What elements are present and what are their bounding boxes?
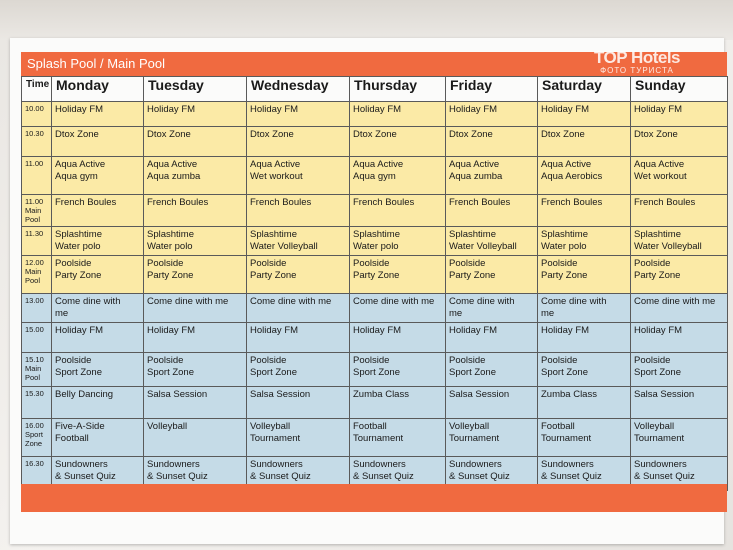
activity-cell bbox=[446, 353, 538, 387]
activity-cell bbox=[247, 323, 350, 353]
activity-line: Sundowners bbox=[634, 459, 687, 470]
activity-line: Holiday FM bbox=[147, 325, 196, 336]
activity-cell bbox=[144, 127, 247, 157]
activity-line: Holiday FM bbox=[634, 104, 683, 115]
activity-line: Party Zone bbox=[449, 270, 496, 281]
time-cell-line: 10.00 bbox=[25, 104, 44, 113]
activity-line: Volleyball bbox=[250, 421, 291, 432]
activity-line: & Sunset Quiz bbox=[449, 471, 510, 482]
time-cell-line: 11.30 bbox=[25, 229, 44, 238]
activity-cell bbox=[52, 195, 144, 227]
activity-line: Poolside bbox=[634, 355, 671, 366]
activity-line: Salsa Session bbox=[634, 389, 695, 400]
activity-line: Holiday FM bbox=[449, 104, 498, 115]
activity-cell bbox=[52, 227, 144, 256]
activity-line: Dtox Zone bbox=[353, 129, 397, 140]
activity-cell bbox=[144, 387, 247, 419]
activity-cell bbox=[446, 102, 538, 127]
activity-cell bbox=[144, 353, 247, 387]
activity-cell bbox=[631, 195, 728, 227]
schedule-row bbox=[22, 227, 728, 256]
activity-cell bbox=[247, 157, 350, 195]
day-header-tuesday: Tuesday bbox=[144, 77, 247, 102]
activity-line: Sundowners bbox=[541, 459, 594, 470]
activity-line: Splashtime bbox=[250, 229, 297, 240]
activity-cell bbox=[144, 256, 247, 294]
activity-cell bbox=[538, 387, 631, 419]
activity-line: Sport Zone bbox=[55, 367, 102, 378]
activity-cell bbox=[631, 419, 728, 457]
time-cell-line: 10.30 bbox=[25, 129, 44, 138]
activity-line: & Sunset Quiz bbox=[147, 471, 208, 482]
time-cell bbox=[22, 227, 52, 256]
schedule-row bbox=[22, 323, 728, 353]
activity-line: Holiday FM bbox=[634, 325, 683, 336]
activity-cell bbox=[52, 353, 144, 387]
activity-line: Tournament bbox=[634, 433, 685, 444]
activity-line: French Boules bbox=[634, 197, 696, 208]
activity-line: French Boules bbox=[541, 197, 603, 208]
time-cell-line: Pool bbox=[25, 215, 41, 224]
schedule-sheet bbox=[10, 38, 724, 544]
activity-cell bbox=[350, 323, 446, 353]
time-cell bbox=[22, 353, 52, 387]
activity-cell bbox=[52, 102, 144, 127]
time-cell-line: Main bbox=[25, 267, 42, 276]
activity-line: Water polo bbox=[147, 241, 193, 252]
activity-cell bbox=[144, 102, 247, 127]
activity-line: French Boules bbox=[449, 197, 511, 208]
time-cell bbox=[22, 419, 52, 457]
time-cell-line: Zone bbox=[25, 439, 43, 448]
schedule-row bbox=[22, 353, 728, 387]
time-cell-line: 16.30 bbox=[25, 459, 44, 468]
activity-line: Poolside bbox=[250, 355, 287, 366]
activity-line: Sundowners bbox=[55, 459, 108, 470]
activity-line: Come dine with me bbox=[147, 296, 229, 307]
activity-cell bbox=[144, 323, 247, 353]
activity-cell bbox=[446, 195, 538, 227]
activity-line: Poolside bbox=[353, 258, 390, 269]
activity-line: & Sunset Quiz bbox=[55, 471, 116, 482]
activity-cell bbox=[144, 419, 247, 457]
activity-line: Party Zone bbox=[353, 270, 400, 281]
title-bar bbox=[21, 48, 727, 76]
schedule-row bbox=[22, 157, 728, 195]
activity-line: & Sunset Quiz bbox=[250, 471, 311, 482]
activity-line: French Boules bbox=[55, 197, 117, 208]
activity-cell bbox=[247, 387, 350, 419]
activity-line: & Sunset Quiz bbox=[353, 471, 414, 482]
activity-cell bbox=[446, 227, 538, 256]
activity-line: Tournament bbox=[353, 433, 404, 444]
activity-line: Zumba Class bbox=[353, 389, 409, 400]
time-cell bbox=[22, 157, 52, 195]
time-cell-line: 15.10 bbox=[25, 355, 44, 364]
activity-cell bbox=[247, 195, 350, 227]
activity-line: Aqua zumba bbox=[449, 171, 503, 182]
schedule-sheet-inner bbox=[21, 48, 727, 512]
schedule-row bbox=[22, 102, 728, 127]
activity-line: Tournament bbox=[449, 433, 500, 444]
activity-cell bbox=[52, 157, 144, 195]
activity-cell bbox=[538, 157, 631, 195]
activity-cell bbox=[631, 353, 728, 387]
activity-line: Holiday FM bbox=[250, 104, 299, 115]
time-cell-line: 11.00 bbox=[25, 159, 44, 168]
activity-line: Aqua Active bbox=[147, 159, 198, 170]
activity-line: Poolside bbox=[634, 258, 671, 269]
activity-cell bbox=[446, 256, 538, 294]
time-cell bbox=[22, 323, 52, 353]
time-cell-line: 11.00 bbox=[25, 197, 44, 206]
activity-line: Dtox Zone bbox=[449, 129, 493, 140]
activity-cell bbox=[52, 387, 144, 419]
activity-line: Aqua Active bbox=[353, 159, 404, 170]
day-header-saturday: Saturday bbox=[538, 77, 631, 102]
activity-line: Wet workout bbox=[250, 171, 303, 182]
schedule-row bbox=[22, 256, 728, 294]
time-cell-line: 15.30 bbox=[25, 389, 44, 398]
activity-line: Volleyball bbox=[634, 421, 675, 432]
activity-line: Football bbox=[353, 421, 387, 432]
time-cell-line: Pool bbox=[25, 276, 41, 285]
activity-line: Volleyball bbox=[449, 421, 490, 432]
activity-line: Aqua Active bbox=[55, 159, 106, 170]
activity-line: Party Zone bbox=[55, 270, 102, 281]
activity-line: Aqua gym bbox=[55, 171, 98, 182]
schedule-body bbox=[22, 102, 728, 491]
activity-cell bbox=[538, 419, 631, 457]
activity-cell bbox=[350, 157, 446, 195]
activity-line: Come dine with me bbox=[250, 296, 332, 307]
schedule-table bbox=[21, 76, 728, 491]
activity-line: Dtox Zone bbox=[541, 129, 585, 140]
activity-line: Football bbox=[55, 433, 89, 444]
activity-cell bbox=[247, 227, 350, 256]
day-header-friday: Friday bbox=[446, 77, 538, 102]
activity-cell bbox=[631, 387, 728, 419]
activity-line: me bbox=[449, 308, 463, 319]
activity-line: Dtox Zone bbox=[250, 129, 294, 140]
day-header-monday: Monday bbox=[52, 77, 144, 102]
activity-cell bbox=[631, 294, 728, 323]
activity-line: Sport Zone bbox=[353, 367, 400, 378]
activity-cell bbox=[538, 256, 631, 294]
activity-line: Aqua Aerobics bbox=[541, 171, 603, 182]
time-cell bbox=[22, 256, 52, 294]
activity-line: Dtox Zone bbox=[55, 129, 99, 140]
activity-line: Splashtime bbox=[55, 229, 102, 240]
schedule-row bbox=[22, 127, 728, 157]
activity-line: Sundowners bbox=[250, 459, 303, 470]
time-cell bbox=[22, 387, 52, 419]
time-cell bbox=[22, 294, 52, 323]
time-cell-line: Pool bbox=[25, 373, 41, 382]
activity-line: Holiday FM bbox=[541, 104, 590, 115]
activity-line: French Boules bbox=[250, 197, 312, 208]
activity-line: Holiday FM bbox=[55, 104, 104, 115]
activity-cell bbox=[538, 227, 631, 256]
schedule-row bbox=[22, 387, 728, 419]
activity-cell bbox=[446, 323, 538, 353]
activity-cell bbox=[538, 353, 631, 387]
header-row bbox=[22, 77, 728, 102]
activity-line: Splashtime bbox=[147, 229, 194, 240]
activity-cell bbox=[631, 227, 728, 256]
footer-bar bbox=[21, 484, 727, 512]
activity-line: Poolside bbox=[353, 355, 390, 366]
activity-line: Poolside bbox=[250, 258, 287, 269]
activity-cell bbox=[446, 419, 538, 457]
time-cell-line: Main bbox=[25, 206, 42, 215]
activity-cell bbox=[247, 256, 350, 294]
activity-line: Sport Zone bbox=[634, 367, 681, 378]
activity-line: Salsa Session bbox=[147, 389, 208, 400]
activity-cell bbox=[538, 127, 631, 157]
activity-line: Holiday FM bbox=[541, 325, 590, 336]
time-cell bbox=[22, 127, 52, 157]
activity-line: Sundowners bbox=[449, 459, 502, 470]
activity-cell bbox=[52, 127, 144, 157]
activity-line: Poolside bbox=[147, 258, 184, 269]
day-header-wednesday: Wednesday bbox=[247, 77, 350, 102]
activity-cell bbox=[247, 419, 350, 457]
activity-line: Aqua Active bbox=[634, 159, 685, 170]
activity-line: Party Zone bbox=[250, 270, 297, 281]
time-cell-line: 13.00 bbox=[25, 296, 44, 305]
activity-line: Tournament bbox=[250, 433, 301, 444]
activity-line: Football bbox=[541, 421, 575, 432]
activity-line: Water polo bbox=[541, 241, 587, 252]
activity-line: Sport Zone bbox=[449, 367, 496, 378]
activity-line: Water Volleyball bbox=[250, 241, 318, 252]
activity-line: Water Volleyball bbox=[449, 241, 517, 252]
activity-line: French Boules bbox=[353, 197, 415, 208]
watermark-sub: ФОТО ТУРИСТА bbox=[600, 66, 674, 75]
activity-line: Poolside bbox=[541, 258, 578, 269]
activity-cell bbox=[350, 227, 446, 256]
activity-cell bbox=[631, 102, 728, 127]
activity-line: Aqua Active bbox=[449, 159, 500, 170]
activity-line: Poolside bbox=[147, 355, 184, 366]
activity-line: Splashtime bbox=[541, 229, 588, 240]
activity-line: Dtox Zone bbox=[147, 129, 191, 140]
activity-line: Water polo bbox=[353, 241, 399, 252]
time-cell-line: Sport bbox=[25, 430, 43, 439]
activity-line: Salsa Session bbox=[250, 389, 311, 400]
activity-line: Sport Zone bbox=[147, 367, 194, 378]
activity-cell bbox=[144, 227, 247, 256]
activity-line: Come dine with me bbox=[353, 296, 435, 307]
activity-cell bbox=[446, 157, 538, 195]
activity-line: Wet workout bbox=[634, 171, 687, 182]
activity-line: Poolside bbox=[449, 258, 486, 269]
schedule-row bbox=[22, 195, 728, 227]
activity-line: me bbox=[55, 308, 69, 319]
activity-cell bbox=[52, 256, 144, 294]
activity-line: Come dine with bbox=[449, 296, 515, 307]
activity-line: Zumba Class bbox=[541, 389, 597, 400]
activity-cell bbox=[538, 102, 631, 127]
activity-line: Sundowners bbox=[353, 459, 406, 470]
time-cell-line: 12.00 bbox=[25, 258, 44, 267]
time-cell bbox=[22, 102, 52, 127]
activity-cell bbox=[350, 127, 446, 157]
activity-line: Come dine with bbox=[55, 296, 121, 307]
activity-line: Poolside bbox=[55, 258, 92, 269]
activity-line: Sundowners bbox=[147, 459, 200, 470]
time-cell-line: 16.00 bbox=[25, 421, 44, 430]
activity-line: Five-A-Side bbox=[55, 421, 105, 432]
activity-cell bbox=[350, 256, 446, 294]
activity-cell bbox=[144, 195, 247, 227]
activity-line: Aqua zumba bbox=[147, 171, 201, 182]
activity-line: Water Volleyball bbox=[634, 241, 702, 252]
activity-cell bbox=[247, 294, 350, 323]
activity-line: Aqua Active bbox=[541, 159, 592, 170]
schedule-row bbox=[22, 294, 728, 323]
activity-cell bbox=[350, 195, 446, 227]
activity-cell bbox=[538, 294, 631, 323]
activity-line: Poolside bbox=[449, 355, 486, 366]
activity-cell bbox=[446, 294, 538, 323]
activity-line: Poolside bbox=[541, 355, 578, 366]
activity-line: & Sunset Quiz bbox=[541, 471, 602, 482]
activity-cell bbox=[247, 353, 350, 387]
activity-line: Aqua Active bbox=[250, 159, 301, 170]
activity-cell bbox=[350, 353, 446, 387]
time-cell bbox=[22, 195, 52, 227]
activity-line: Holiday FM bbox=[353, 325, 402, 336]
activity-cell bbox=[247, 127, 350, 157]
activity-line: Volleyball bbox=[147, 421, 188, 432]
activity-cell bbox=[52, 294, 144, 323]
activity-line: Party Zone bbox=[634, 270, 681, 281]
activity-line: Salsa Session bbox=[449, 389, 510, 400]
activity-line: Party Zone bbox=[541, 270, 588, 281]
activity-line: & Sunset Quiz bbox=[634, 471, 695, 482]
activity-cell bbox=[446, 127, 538, 157]
activity-line: Splashtime bbox=[634, 229, 681, 240]
time-cell-line: Main bbox=[25, 364, 42, 373]
activity-line: Holiday FM bbox=[449, 325, 498, 336]
watermark-main: TOP Hotels bbox=[593, 48, 680, 67]
activity-cell bbox=[247, 102, 350, 127]
time-cell-line: 15.00 bbox=[25, 325, 44, 334]
activity-line: Holiday FM bbox=[353, 104, 402, 115]
activity-line: Holiday FM bbox=[250, 325, 299, 336]
activity-line: Splashtime bbox=[449, 229, 496, 240]
activity-cell bbox=[350, 294, 446, 323]
activity-cell bbox=[52, 419, 144, 457]
activity-line: Splashtime bbox=[353, 229, 400, 240]
activity-line: Water polo bbox=[55, 241, 101, 252]
activity-cell bbox=[144, 294, 247, 323]
activity-cell bbox=[538, 323, 631, 353]
activity-line: Dtox Zone bbox=[634, 129, 678, 140]
schedule-row bbox=[22, 419, 728, 457]
time-header: Time bbox=[22, 77, 52, 102]
activity-cell bbox=[631, 127, 728, 157]
schedule-title: Splash Pool / Main Pool bbox=[27, 56, 166, 71]
activity-line: Come dine with me bbox=[634, 296, 716, 307]
activity-cell bbox=[52, 323, 144, 353]
day-header-thursday: Thursday bbox=[350, 77, 446, 102]
activity-cell bbox=[631, 157, 728, 195]
activity-line: French Boules bbox=[147, 197, 209, 208]
activity-line: Holiday FM bbox=[147, 104, 196, 115]
activity-line: Holiday FM bbox=[55, 325, 104, 336]
activity-line: Party Zone bbox=[147, 270, 194, 281]
wall-background bbox=[0, 0, 733, 40]
activity-line: Poolside bbox=[55, 355, 92, 366]
activity-line: Aqua gym bbox=[353, 171, 396, 182]
activity-cell bbox=[350, 102, 446, 127]
activity-line: me bbox=[541, 308, 555, 319]
day-header-sunday: Sunday bbox=[631, 77, 728, 102]
activity-line: Come dine with bbox=[541, 296, 607, 307]
activity-cell bbox=[350, 419, 446, 457]
activity-line: Sport Zone bbox=[541, 367, 588, 378]
activity-line: Sport Zone bbox=[250, 367, 297, 378]
activity-cell bbox=[446, 387, 538, 419]
activity-cell bbox=[144, 157, 247, 195]
activity-cell bbox=[538, 195, 631, 227]
activity-cell bbox=[631, 323, 728, 353]
activity-cell bbox=[350, 387, 446, 419]
activity-line: Tournament bbox=[541, 433, 592, 444]
activity-line: Belly Dancing bbox=[55, 389, 114, 400]
activity-cell bbox=[631, 256, 728, 294]
